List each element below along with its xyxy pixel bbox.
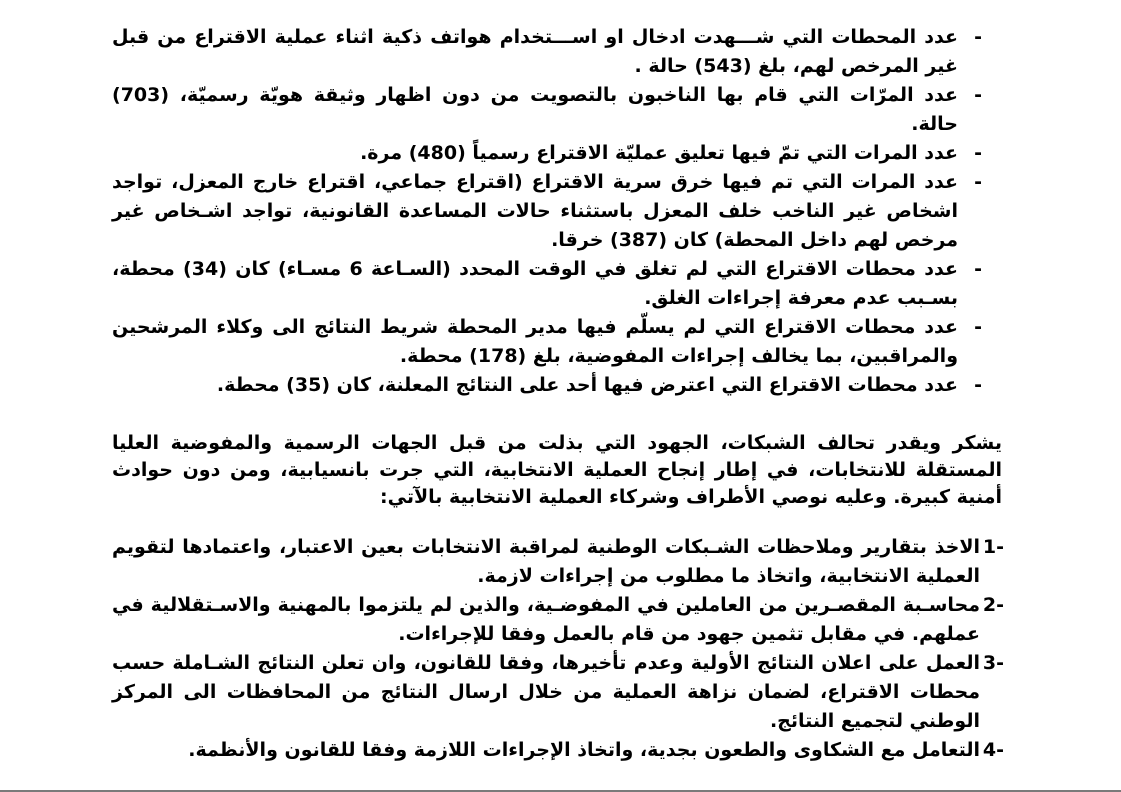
list-item [112,168,982,255]
list-item-text: عدد المرّات التي قام بها الناخبون بالتصويت من دون اظهار وثيقة هويّة رسميّة، (703) حالة. [112,84,958,135]
list-item [112,313,982,371]
recommendation-item [112,591,1004,649]
recommendation-number: 3- [982,652,1004,674]
bullet-marker: - [974,171,982,193]
list-item [112,255,982,313]
list-item [112,139,982,168]
recommendation-text: محاسـبة المقصـرين من العاملين في المفوضـية، والذين لم يلتزموا بالمهنية والاسـتقلالية في عملهم. في مقابل تثمين جهود من قام بالعمل وفقا للإجراءات. [112,594,980,645]
recommendation-number: 4- [982,739,1004,761]
recommendation-number: 2- [982,594,1004,616]
list-item [112,23,982,81]
list-item [112,81,982,139]
statistics-list [112,23,982,400]
list-item-text: عدد محطات الاقتراع التي اعترض فيها أحد على النتائج المعلنة، كان (35) محطة. [216,374,958,396]
recommendation-text: الاخذ بتقارير وملاحظات الشـبكات الوطنية لمراقبة الانتخابات بعين الاعتبار، واعتمادها لتقويم العملية الانتخابية، واتخاذ ما مطلوب من إجراءات لازمة. [112,536,980,587]
acknowledgement-paragraph: يشكر ويقدر تحالف الشبكات، الجهود التي بذلت من قبل الجهات الرسمية والمفوضية العليا المستقلة للانتخابات، في إطار إنجاح العملية الانتخابية، التي جرت بانسيابية، ومن دون حوادث أمنية كبيرة. وعليه نوصي الأطراف وشركاء العملية الانتخابية بالآتي: [112,432,1002,508]
recommendation-number: 1- [982,536,1004,558]
list-item [112,371,982,400]
bullet-marker: - [974,84,982,106]
recommendation-item [112,533,1004,591]
bullet-marker: - [974,316,982,338]
bullet-marker: - [974,142,982,164]
recommendation-text: العمل على اعلان النتائج الأولية وعدم تأخيرها، وفقا للقانون، وان تعلن النتائج الشـاملة حسب محطات الاقتراع، لضمان نزاهة العملية من خلال ارسال النتائج من المحافظات الى المركز الوطني لتجميع النتائج. [112,652,980,732]
list-item-text: عدد المرات التي تمّ فيها تعليق عمليّة الاقتراع رسمياً (480) مرة. [360,142,958,164]
list-item-text: عدد محطات الاقتراع التي لم يسلّم فيها مدير المحطة شريط النتائج الى وكلاء المرشحين والمراقبين، بما يخالف إجراءات المفوضية، بلغ (178) محطة. [112,316,958,367]
recommendation-text: التعامل مع الشكاوى والطعون بجدية، واتخاذ الإجراءات اللازمة وفقا للقانون والأنظمة. [188,739,980,761]
recommendations-list [112,533,1004,765]
list-item-text: عدد المحطات التي شـــهدت ادخال او اســـتخدام هواتف ذكية اثناء عملية الاقتراع من قبل غير المرخص لهم، بلغ (543) حالة . [112,26,958,77]
bullet-marker: - [974,374,982,396]
bullet-marker: - [974,258,982,280]
list-item-text: عدد المرات التي تم فيها خرق سرية الاقتراع (اقتراع جماعي، اقتراع خارج المعزل، تواجد اشخاص غير الناخب خلف المعزل باستثناء حالات المساعدة القانونية، تواجد اشـخاص غير مرخص لهم داخل المحطة) كان (387) خرقا. [112,171,958,251]
recommendation-item [112,649,1004,736]
bullet-marker: - [974,26,982,48]
recommendation-item [112,736,1004,765]
list-item-text: عدد محطات الاقتراع التي لم تغلق في الوقت المحدد (السـاعة 6 مسـاء) كان (34) محطة، بسـبب عدم معرفة إجراءات الغلق. [112,258,958,309]
